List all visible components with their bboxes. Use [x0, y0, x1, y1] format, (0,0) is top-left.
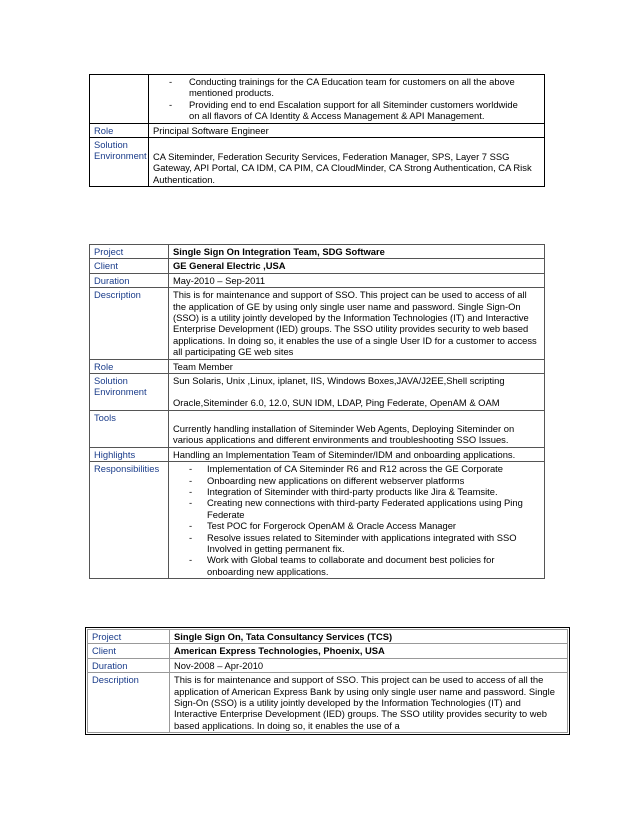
- tcs-project-table: [87, 629, 568, 733]
- duration-value: May-2010 – Sep-2011: [169, 273, 545, 287]
- duration-value: Nov-2008 – Apr-2010: [170, 658, 568, 672]
- table-row: [90, 123, 545, 137]
- list-item: - Work with Global teams to collaborate and document best policies for onboarding new applications.: [173, 554, 532, 577]
- project-label: Project: [88, 630, 170, 644]
- table-row: [90, 259, 545, 273]
- project-label: Project: [90, 245, 169, 259]
- tools-value: Currently handling installation of Siteminder Web Agents, Deploying Siteminder on various applications and different environments and troubleshooting SSO Issues.: [169, 410, 545, 447]
- table-row: [90, 374, 545, 411]
- list-item: - Onboarding new applications on different webserver platforms: [173, 475, 532, 486]
- table-row: [90, 359, 545, 373]
- description-label: Description: [90, 288, 169, 359]
- previous-project-table: [89, 74, 545, 187]
- table-row: [88, 644, 568, 658]
- table-row: [88, 673, 568, 733]
- description-label: Description: [88, 673, 170, 733]
- table-row: [90, 447, 545, 461]
- table-row: [90, 288, 545, 359]
- list-item: - Test POC for Forgerock OpenAM & Oracle Access Manager: [173, 520, 532, 531]
- solution-environment-label: Solution Environment: [90, 138, 149, 187]
- previous-project-bullet-list: [153, 76, 530, 122]
- list-item: - Resolve issues related to Siteminder with applications integrated with SSO Involved in getting permanent fix.: [173, 532, 532, 555]
- project-value: Single Sign On Integration Team, SDG Software: [169, 245, 545, 259]
- role-value: Team Member: [169, 359, 545, 373]
- table-row: [90, 245, 545, 259]
- list-item: - Conducting trainings for the CA Education team for customers on all the above mentioned products.: [153, 76, 530, 99]
- responsibilities-cell: [169, 462, 545, 579]
- client-value: GE General Electric ,USA: [169, 259, 545, 273]
- solution-environment-value: [169, 374, 545, 411]
- list-item: - Integration of Siteminder with third-party products like Jira & Teamsite.: [173, 486, 532, 497]
- table-row: [88, 658, 568, 672]
- list-item: - Creating new connections with third-party Federated applications using Ping Federate: [173, 497, 532, 520]
- client-label: Client: [90, 259, 169, 273]
- previous-project-bullets-cell: [149, 75, 545, 124]
- tools-label: Tools: [90, 410, 169, 447]
- client-value: American Express Technologies, Phoenix, USA: [170, 644, 568, 658]
- table-row: [90, 462, 545, 579]
- solution-environment-value: CA Siteminder, Federation Security Services, Federation Manager, SPS, Layer 7 SSG Gateway, API Portal, CA IDM, CA PIM, CA CloudMinder, CA Strong Authentication, CA Risk Authentication.: [149, 138, 545, 187]
- sdg-project-table: [89, 244, 545, 579]
- list-item: - Implementation of CA Siteminder R6 and R12 across the GE Corporate: [173, 463, 532, 474]
- responsibilities-list: [173, 463, 532, 577]
- description-value: This is for maintenance and support of SSO. This project can be used to access of all the application of GE by using only single user name and password. Single Sign-On (SSO) is a utility jointly developed by the Information Technologies (IT) and Interactive Enterprise Development (IED) groups. The SSO utility provides security to web based applications. In doing so, it enables the use of a single User ID for a customer to access all participating GE web sites: [169, 288, 545, 359]
- empty-cell: [90, 75, 149, 124]
- duration-label: Duration: [90, 273, 169, 287]
- solution-environment-label: Solution Environment: [90, 374, 169, 411]
- client-label: Client: [88, 644, 170, 658]
- table-row: [90, 410, 545, 447]
- project-value: Single Sign On, Tata Consultancy Services (TCS): [170, 630, 568, 644]
- table-row: [88, 630, 568, 644]
- table-row: [90, 75, 545, 124]
- duration-label: Duration: [88, 658, 170, 672]
- role-value: Principal Software Engineer: [149, 123, 545, 137]
- role-label: Role: [90, 123, 149, 137]
- highlights-label: Highlights: [90, 447, 169, 461]
- highlights-value: Handling an Implementation Team of Siteminder/IDM and onboarding applications.: [169, 447, 545, 461]
- environment-line-2: Oracle,Siteminder 6.0, 12.0, SUN IDM, LDAP, Ping Federate, OpenAM & OAM: [173, 397, 500, 409]
- table-row: [90, 138, 545, 187]
- environment-line-1: Sun Solaris, Unix ,Linux, iplanet, IIS, Windows Boxes,JAVA/J2EE,Shell scripting: [173, 375, 505, 387]
- list-item: - Providing end to end Escalation support for all Siteminder customers worldwide on all flavors of CA Identity & Access Management & API Management.: [153, 99, 530, 122]
- role-label: Role: [90, 359, 169, 373]
- description-value: This is for maintenance and support of SSO. This project can be used to access of all the application of American Express Bank by using only single user name and password. Single Sign-On (SSO) is a utility jointly developed by the Information Technologies (IT) and Interactive Enterprise Development (IED) groups. The SSO utility provides security to web based applications. In doing so, it enables the use of a: [170, 673, 568, 733]
- responsibilities-label: Responsibilities: [90, 462, 169, 579]
- table-row: [90, 273, 545, 287]
